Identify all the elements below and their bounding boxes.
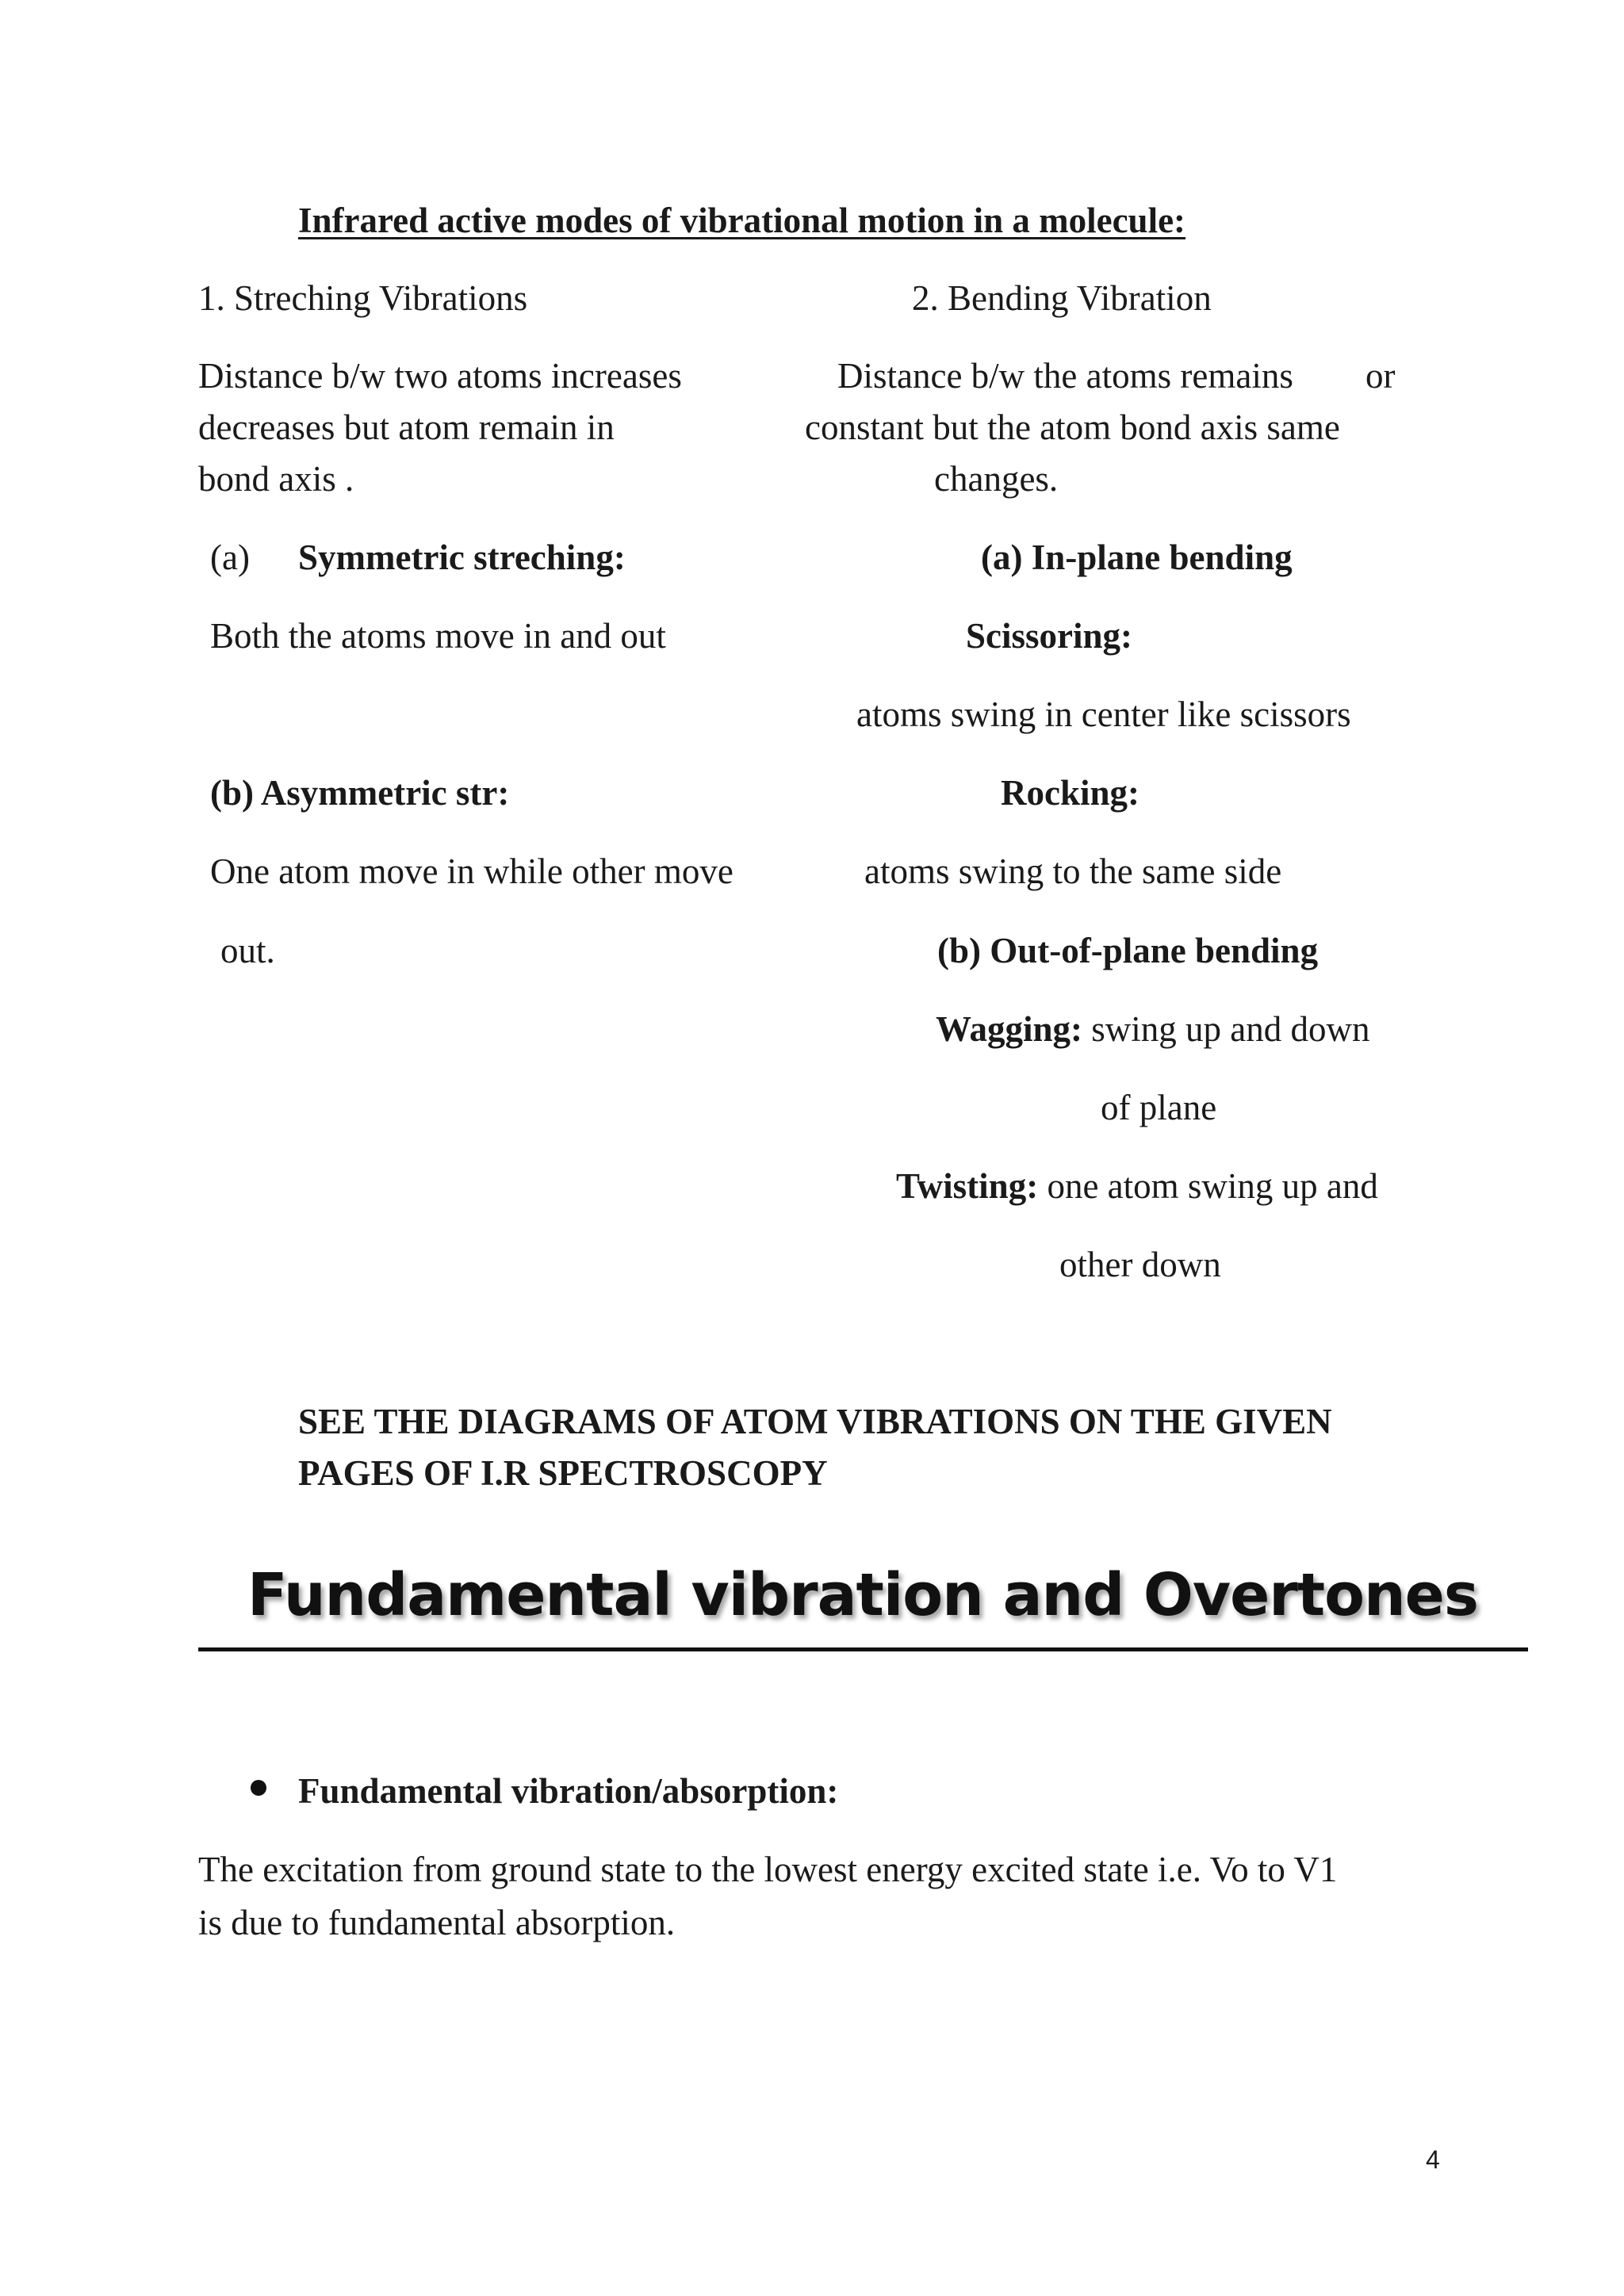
bullet-text-line2: is due to fundamental absorption. — [198, 1903, 676, 1942]
rocking-desc: atoms swing to the same side — [864, 851, 1282, 891]
diagram-note-line2: PAGES OF I.R SPECTROSCOPY — [298, 1453, 828, 1493]
page-heading: Infrared active modes of vibrational motion in a molecule: — [298, 201, 1186, 240]
bullet-title: Fundamental vibration/absorption: — [298, 1771, 839, 1811]
stretching-desc-line1: Distance b/w two atoms increases — [198, 356, 682, 396]
symmetric-label: (a) — [210, 538, 250, 577]
diagram-note-line1: SEE THE DIAGRAMS OF ATOM VIBRATIONS ON THE GIVEN — [298, 1402, 1332, 1441]
twisting-title: Twisting: — [896, 1166, 1039, 1206]
bending-desc-line1: Distance b/w the atoms remains — [837, 356, 1293, 396]
twisting-desc: one atom swing up and — [1047, 1166, 1378, 1206]
section-divider — [198, 1647, 1528, 1651]
out-of-plane-title: (b) Out-of-plane bending — [937, 931, 1319, 970]
wagging-title: Wagging: — [936, 1009, 1083, 1049]
symmetric-desc: Both the atoms move in and out — [210, 616, 666, 656]
asymmetric-desc-line1: One atom move in while other move — [210, 851, 733, 891]
bullet-icon — [251, 1780, 266, 1796]
in-plane-title: (a) In-plane bending — [981, 538, 1293, 577]
bending-desc-line2: constant but the atom bond axis same — [805, 408, 1340, 447]
page-number: 4 — [1426, 2145, 1440, 2174]
asymmetric-desc-line2: out. — [220, 931, 275, 970]
bullet-text-line1: The excitation from ground state to the lowest energy excited state i.e. Vo to V1 — [198, 1850, 1338, 1889]
scissoring-title: Scissoring: — [966, 616, 1133, 656]
stretching-title: 1. Streching Vibrations — [198, 278, 528, 318]
wagging-desc: swing up and down — [1091, 1009, 1370, 1049]
section-title: Fundamental vibration and Overtones — [247, 1561, 1478, 1629]
bending-desc-line3: changes. — [934, 459, 1059, 499]
symmetric-title: Symmetric streching: — [298, 538, 626, 577]
wagging-line — [936, 1009, 1370, 1049]
wagging-desc-line2: of plane — [1101, 1088, 1217, 1127]
asymmetric-title: (b) Asymmetric str: — [210, 773, 510, 813]
scissoring-desc: atoms swing in center like scissors — [856, 695, 1351, 734]
stretching-desc-line3: bond axis . — [198, 459, 354, 499]
twisting-desc-line2: other down — [1059, 1245, 1221, 1284]
bending-title: 2. Bending Vibration — [912, 278, 1212, 318]
stretching-desc-line2: decreases but atom remain in — [198, 408, 615, 447]
bending-desc-or: or — [1365, 356, 1396, 396]
twisting-line — [896, 1166, 1378, 1206]
rocking-title: Rocking: — [1001, 773, 1140, 813]
